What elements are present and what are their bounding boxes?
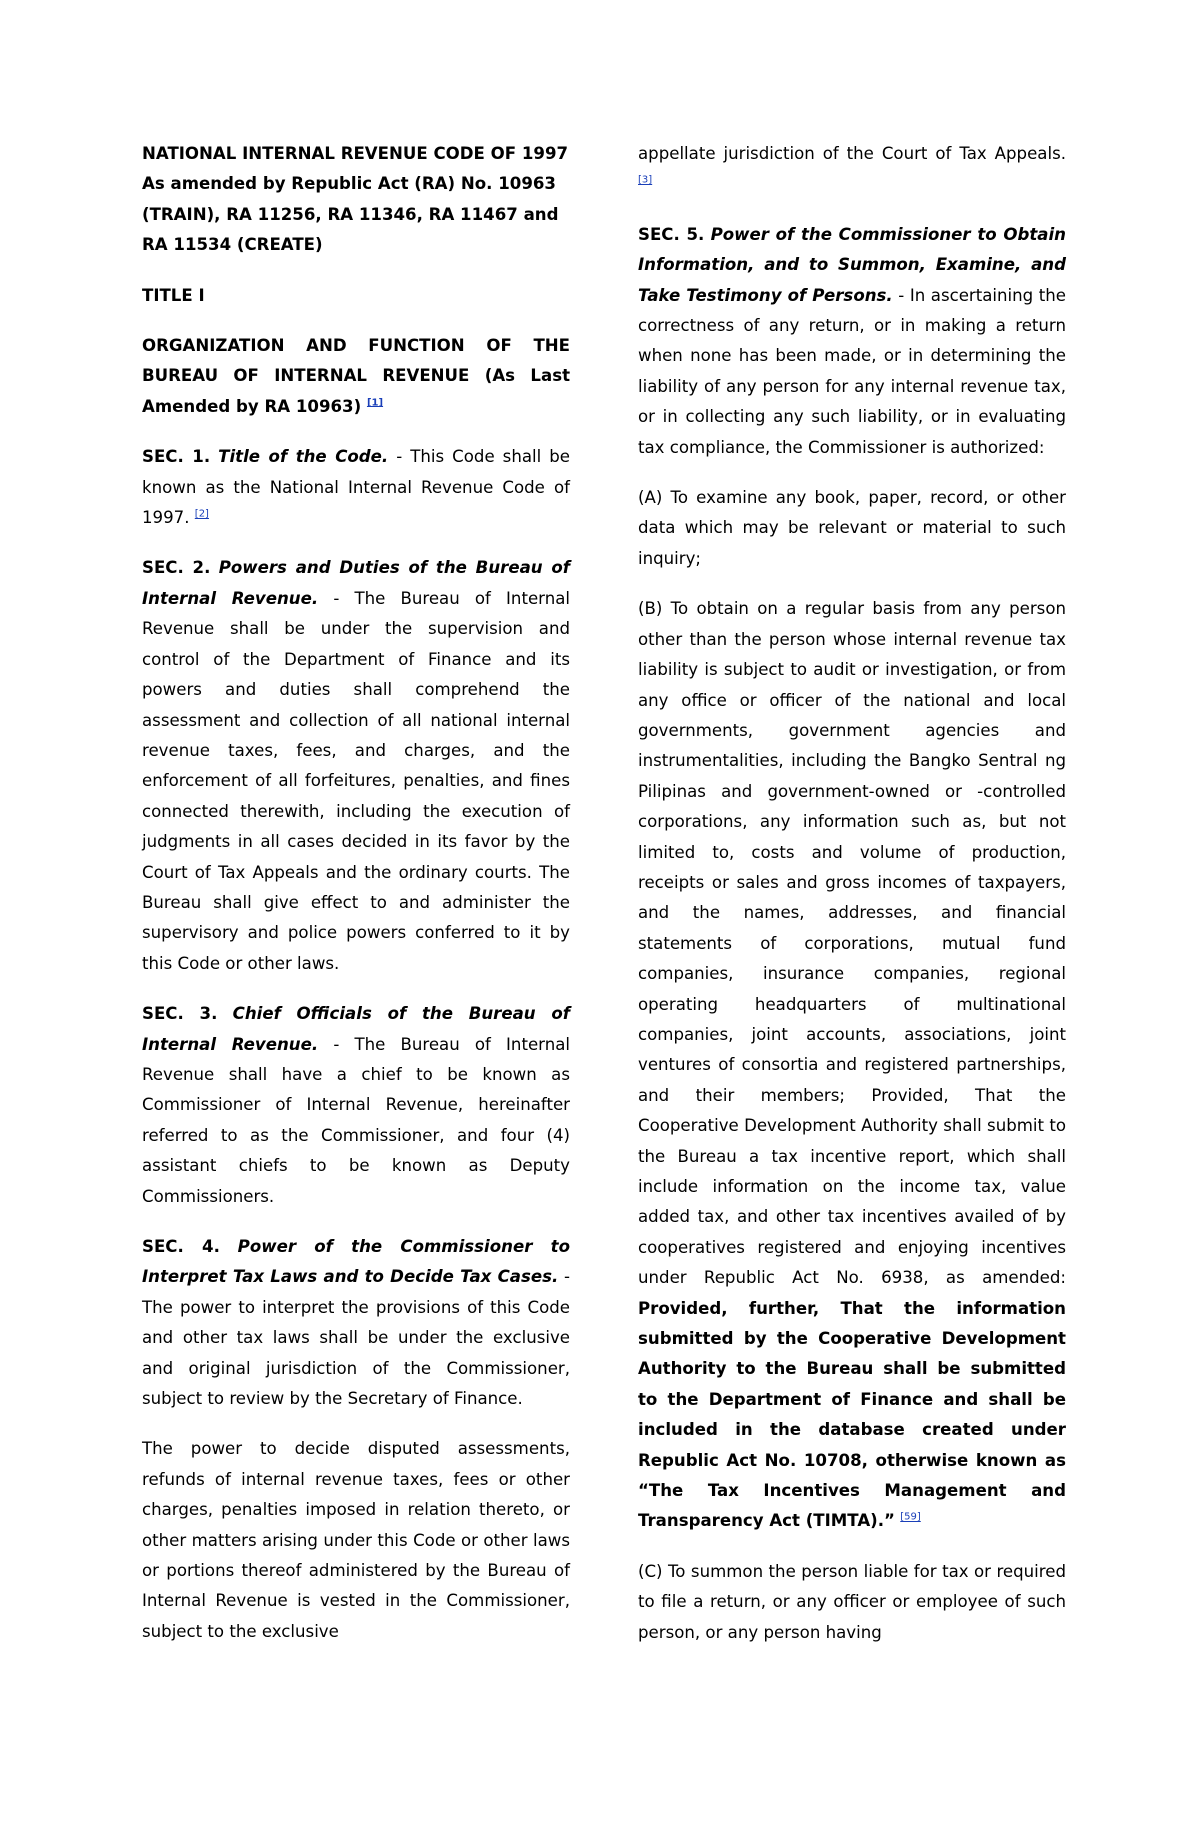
item-b-proviso: Provided, further, That the information submitted by the Cooperative Development Authority to the Bureau shall be submitted to the Department of Finance and shall be included in the database created under Republic Act No. 10708, otherwise known as “The Tax Incentives Management and Transparency Act (TIMTA).” bbox=[638, 1298, 1066, 1531]
section-5-item-b bbox=[638, 594, 1066, 1537]
left-column bbox=[142, 139, 570, 1667]
section-1 bbox=[142, 442, 570, 533]
section-1-number: SEC. 1. bbox=[142, 447, 211, 467]
section-2 bbox=[142, 553, 570, 979]
section-2-body: - The Bureau of Internal Revenue shall be under the supervision and control of the Department of Finance and its powers and duties shall comprehend the assessment and collection of all national internal revenue taxes, fees, and charges, and the enforcement of all forfeitures, penalties, and fines connected therewith, including the execution of judgments in all cases decided in its favor by the Court of Tax Appeals and the ordinary courts. The Bureau shall give effect to and administer the supervisory and police powers conferred to it by this Code or other laws. bbox=[142, 588, 570, 973]
item-b-text: (B) To obtain on a regular basis from any person other than the person whose internal revenue tax liability is subject to audit or investigation, or from any office or officer of the national and local governments, government agencies and instrumentalities, including the Bangko Sentral ng Pilipinas and government-owned or -controlled corporations, any information such as, but not limited to, costs and volume of production, receipts or sales and gross incomes of taxpayers, and the names, addresses, and financial statements of corporations, mutual fund companies, insurance companies, regional operating headquarters of multinational companies, joint accounts, associations, joint ventures of consortia and registered partnerships, and their members; Provided, That the Cooperative Development Authority shall submit to the Bureau a tax incentive report, which shall include information on the income tax, value added tax, and other tax incentives availed of by cooperatives registered and enjoying incentives under Republic Act No. 6938, as amended: bbox=[638, 599, 1066, 1288]
section-4-title: Power of the Commissioner to Interpret Tax Laws and to Decide Tax Cases. bbox=[142, 1237, 570, 1287]
section-5 bbox=[638, 220, 1066, 463]
section-4 bbox=[142, 1232, 570, 1414]
continuation-text: appellate jurisdiction of the Court of Tax Appeals. bbox=[638, 144, 1066, 163]
section-5-item-c: (C) To summon the person liable for tax or required to file a return, or any officer or employee of such person, or any person having bbox=[638, 1561, 1066, 1642]
section-5-title: Power of the Commissioner to Obtain Information, and to Summon, Examine, and Take Testimony of Persons. bbox=[638, 224, 1066, 305]
title-heading-text: ORGANIZATION AND FUNCTION OF THE BUREAU OF INTERNAL REVENUE bbox=[142, 336, 570, 386]
footnote-link-59[interactable]: [59] bbox=[900, 1511, 921, 1523]
section-3 bbox=[142, 999, 570, 1212]
title-heading-amended: (As Last Amended by RA 10963) bbox=[142, 366, 570, 416]
section-4-number: SEC. 4. bbox=[142, 1237, 220, 1256]
section-4-continuation bbox=[638, 139, 1066, 200]
footnote-link-2[interactable]: [2] bbox=[194, 508, 209, 520]
section-1-body: - This Code shall be known as the National Internal Revenue Code of 1997. bbox=[142, 447, 570, 528]
section-5-item-a: (A) To examine any book, paper, record, or other data which may be relevant or material to such inquiry; bbox=[638, 488, 1066, 568]
section-3-title: Chief Officials of the Bureau of Internal Revenue. bbox=[142, 1004, 570, 1054]
document-subtitle-amendments: (TRAIN), RA 11256, RA 11346, RA 11467 and RA 11534 (CREATE) bbox=[142, 204, 559, 255]
title-label: TITLE I bbox=[142, 285, 205, 305]
section-5-body: - In ascertaining the correctness of any return, or in making a return when none has been made, or in determining the liability of any person for any internal revenue tax, or in collecting any such liability, or in evaluating tax compliance, the Commissioner is authorized: bbox=[638, 285, 1067, 457]
document-title-block bbox=[142, 139, 570, 261]
section-2-number: SEC. 2. bbox=[142, 558, 211, 578]
title-heading bbox=[142, 331, 570, 422]
footnote-link-3[interactable]: [3] bbox=[638, 174, 653, 186]
section-4-body: - The power to interpret the provisions of this Code and other tax laws shall be under the exclusive and original jurisdiction of the Commissioner, subject to review by the Secretary of Finance. bbox=[142, 1267, 570, 1409]
section-2-title: Powers and Duties of the Bureau of Internal Revenue. bbox=[142, 558, 570, 608]
section-3-number: SEC. 3. bbox=[142, 1004, 218, 1024]
footnote-link-1[interactable]: [1] bbox=[366, 397, 384, 409]
document-title: NATIONAL INTERNAL REVENUE CODE OF 1997 bbox=[142, 144, 569, 163]
section-1-title: Title of the Code. bbox=[218, 447, 389, 467]
right-column bbox=[638, 139, 1066, 1668]
section-3-body: - The Bureau of Internal Revenue shall have a chief to be known as Commissioner of Internal Revenue, hereinafter referred to as the Commissioner, and four (4) assistant chiefs to be known as Deputy Commissioners. bbox=[142, 1034, 570, 1206]
document-subtitle: As amended by Republic Act (RA) No. 10963 bbox=[142, 174, 556, 194]
section-4-paragraph-2: The power to decide disputed assessments, refunds of internal revenue taxes, fees or other charges, penalties imposed in relation thereto, or other matters arising under this Code or other laws or portions thereof administered by the Bureau of Internal Revenue is vested in the Commissioner, subject to the exclusive bbox=[142, 1439, 570, 1641]
section-5-number: SEC. 5. bbox=[638, 224, 705, 244]
